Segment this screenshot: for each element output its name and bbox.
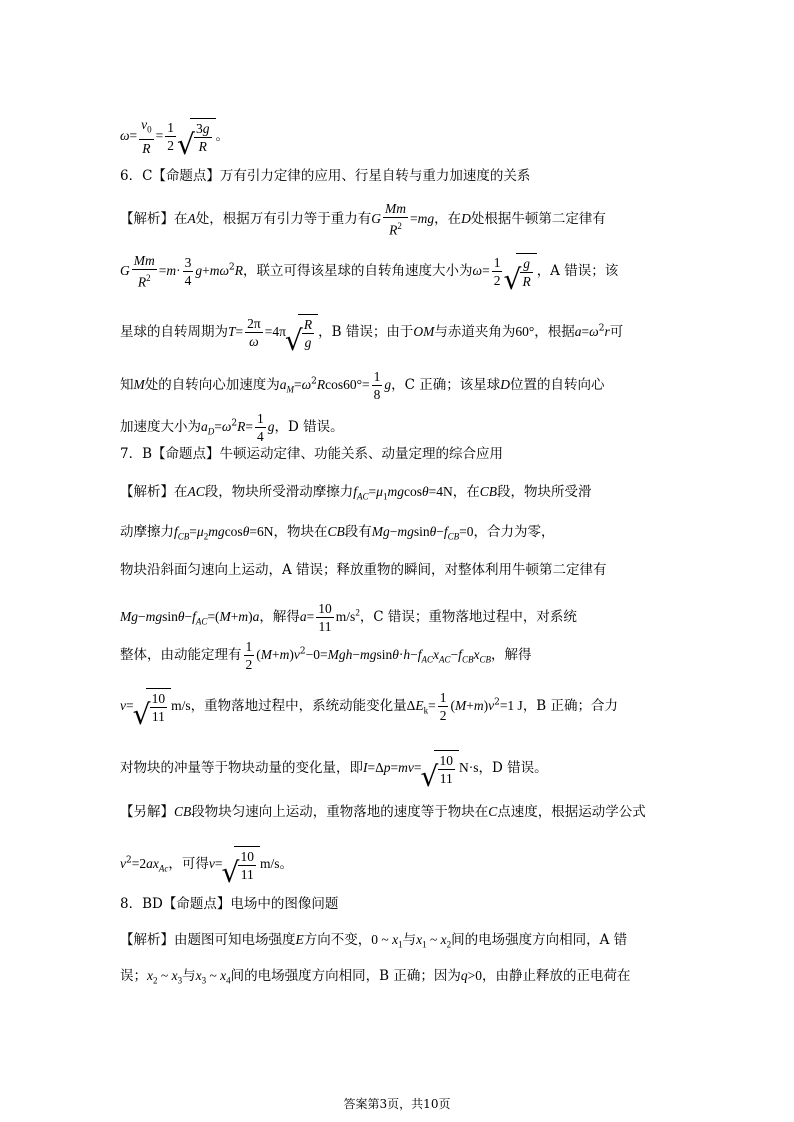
page-footer: 答案第3页，共10页 bbox=[343, 1097, 451, 1111]
text-segment: ，D 错误。 bbox=[274, 419, 344, 435]
text-segment: ，解得 bbox=[490, 647, 532, 663]
text-segment: 【另解】 bbox=[120, 804, 174, 820]
text-line-20: 误；$x_2$ ~ $x_3$与$x_3$ ~ $x_4$间的电场强度方向相同，B 正确；因为q>0，由静止释放的正电荷在 bbox=[120, 968, 631, 986]
text-segment: ，联立可得该星球的自转角速度大小为 bbox=[243, 262, 473, 279]
text-segment: 段物块匀速向上运动，重物落地的速度等于物块在 bbox=[191, 804, 489, 820]
text-segment: 段，物块所受滑 bbox=[496, 484, 592, 500]
text-segment: 可 bbox=[609, 324, 624, 340]
text-segment: 处根据牛顿第二定律有 bbox=[470, 210, 606, 227]
text-segment: ，A 错误；该 bbox=[536, 262, 619, 279]
text-line-15: 对物块的冲量等于物块动量的变化量，即I=Δp=mv= √ $\frac{10}{11}$ N·s，D 错误。 bbox=[120, 750, 548, 787]
text-segment: 动摩擦力 bbox=[120, 524, 174, 540]
text-segment: ，C 正确；该星球 bbox=[391, 377, 501, 393]
text-segment: 与 bbox=[182, 968, 196, 984]
text-segment: ，由静止释放的正电荷在 bbox=[481, 968, 631, 984]
section-6-heading: 6．C【命题点】万有引力定律的应用、行星自转与重力加速度的关系 bbox=[120, 168, 531, 184]
text-segment: 对物块的冲量等于物块动量的变化量，即 bbox=[120, 760, 363, 776]
text-segment: ，B 正确；合力 bbox=[522, 698, 619, 714]
text-segment: 处，根据万有引力等于重力有 bbox=[195, 210, 372, 227]
text-line-10: 动摩擦力$f_{CB}=\mu_2mgcos\theta=6N$，物块在CB段有$Mg-mgsin\theta-f_{CB}=0$，合力为零， bbox=[120, 524, 555, 542]
section-7-heading: 7．B【命题点】牛顿运动定律、功能关系、动量定理的综合应用 bbox=[120, 446, 504, 462]
text-segment: 。 bbox=[279, 856, 293, 872]
text-segment: ，D 错误。 bbox=[478, 760, 548, 776]
text-segment: ，物块在 bbox=[273, 524, 328, 540]
text-segment: ，C 错误；重物落地过程中，对系统 bbox=[359, 609, 577, 625]
text-segment: 段有 bbox=[344, 524, 372, 540]
text-segment: ，在 bbox=[452, 484, 480, 500]
text-segment: 点速度，根据运动学公式 bbox=[497, 804, 646, 820]
text-line-1: ω= $\frac{v_0}{R}$ = $\frac{1}{2}$ √ $\frac{3g}{R}$ 。 bbox=[120, 116, 229, 157]
text-line-14: v= √ $\frac{10}{11}$ m/s，重物落地过程中，系统动能变化量$\Delta E_k=$ $\frac{1}{2}$ $(M+m)v^2=1$ J，B 正确；合力 bbox=[120, 688, 618, 725]
text-line-12: $Mg-mgsin\theta-f_{AC}=(M+m)a$，解得a= $\frac{10}{11}$ $m/s^2$，C 错误；重物落地过程中，对系统 bbox=[120, 601, 577, 634]
text-segment: 方向不变， bbox=[303, 932, 372, 948]
text-line-9: 【解析】在AC段，物块所受滑动摩擦力$f_{AC}=\mu_1mgcos\theta=4N$，在CB段，物块所受滑 bbox=[120, 484, 592, 502]
text-segment: 星球的自转周期为 bbox=[120, 324, 228, 340]
text-segment: 。 bbox=[215, 127, 230, 144]
text-line-7: 加速度大小为$a_D=\omega^2R=$ $\frac{1}{4}$ g，D 错误。 bbox=[120, 411, 344, 444]
text-line-4: G $\frac{Mm}{R^2}$ =m· $\frac{3}{4}$ $g+m\omega^2R$，联立可得该星球的自转角速度大小为ω= $\frac{1}{2}$ √ $\frac{g}{R}$ ，A 错误；该 bbox=[120, 252, 618, 291]
text-segment: ，在 bbox=[434, 210, 462, 227]
text-line-5: 星球的自转周期为T= $\frac{2\pi}{\omega}$ =4π √ $\frac{R}{g}$ ，B 错误；由于OM与赤道夹角为60°，根据$a=\omega^2r$可 bbox=[120, 314, 623, 351]
text-segment: 【解析】在 bbox=[120, 484, 188, 500]
text-segment: 整体，由动能定理有 bbox=[120, 647, 242, 663]
text-line-11: 物块沿斜面匀速向上运动，A 错误；释放重物的瞬间，对整体利用牛顿第二定律有 bbox=[120, 562, 607, 578]
text-segment: 误； bbox=[120, 968, 147, 984]
text-segment: 知 bbox=[120, 377, 134, 393]
text-segment: ，B 错误；由于 bbox=[318, 324, 414, 340]
text-segment: 处的自转向心加速度为 bbox=[144, 377, 280, 393]
text-segment: ，根据 bbox=[534, 324, 575, 340]
text-segment: 间的电场强度方向相同，A 错 bbox=[451, 932, 628, 948]
text-segment: 【解析】在 bbox=[120, 210, 188, 227]
text-segment: 位置的自转向心 bbox=[510, 377, 605, 393]
text-line-6: 知M处的自转向心加速度为$a_M=\omega^2Rcos60^\circ=$ $\frac{1}{8}$ g，C 正确；该星球D位置的自转向心 bbox=[120, 369, 605, 402]
text-segment: 与赤道夹角为 bbox=[434, 324, 516, 340]
text-segment: 【解析】由题图可知电场强度 bbox=[120, 932, 296, 948]
text-line-16: 【另解】CB段物块匀速向上运动，重物落地的速度等于物块在C点速度，根据运动学公式 bbox=[120, 804, 646, 820]
section-8-heading: 8．BD【命题点】电场中的图像问题 bbox=[120, 896, 339, 912]
text-segment: ，解得 bbox=[259, 609, 300, 625]
text-segment: ，重物落地过程中，系统动能变化量 bbox=[190, 698, 407, 714]
text-segment: 与 bbox=[402, 932, 417, 948]
text-line-3: 【解析】在A处，根据万有引力等于重力有G $\frac{Mm}{R^2}$ =mg，在D处根据牛顿第二定律有 bbox=[120, 201, 606, 238]
text-segment: 加速度大小为 bbox=[120, 419, 201, 435]
text-segment: ，合力为零， bbox=[473, 524, 555, 540]
text-segment: 段，物块所受滑动摩擦力 bbox=[204, 484, 354, 500]
text-segment: 间的电场强度方向相同，B 正确；因为 bbox=[230, 968, 461, 984]
text-line-17: $v^2=2ax_{Ac}$，可得v= √ $\frac{10}{11}$ m/s。 bbox=[120, 846, 293, 883]
text-line-19: 【解析】由题图可知电场强度E方向不变，0 ~ $x_1$与$x_1$ ~ $x_2$间的电场强度方向相同，A 错 bbox=[120, 932, 628, 950]
text-segment: ，可得 bbox=[168, 856, 209, 872]
text-line-13: 整体，由动能定理有 $\frac{1}{2}$ $(M+m)v^2-0=Mgh-mgsin\theta\cdot h-f_{AC}x_{AC}-f_{CB}x_{CB}$，解得 bbox=[120, 639, 532, 672]
